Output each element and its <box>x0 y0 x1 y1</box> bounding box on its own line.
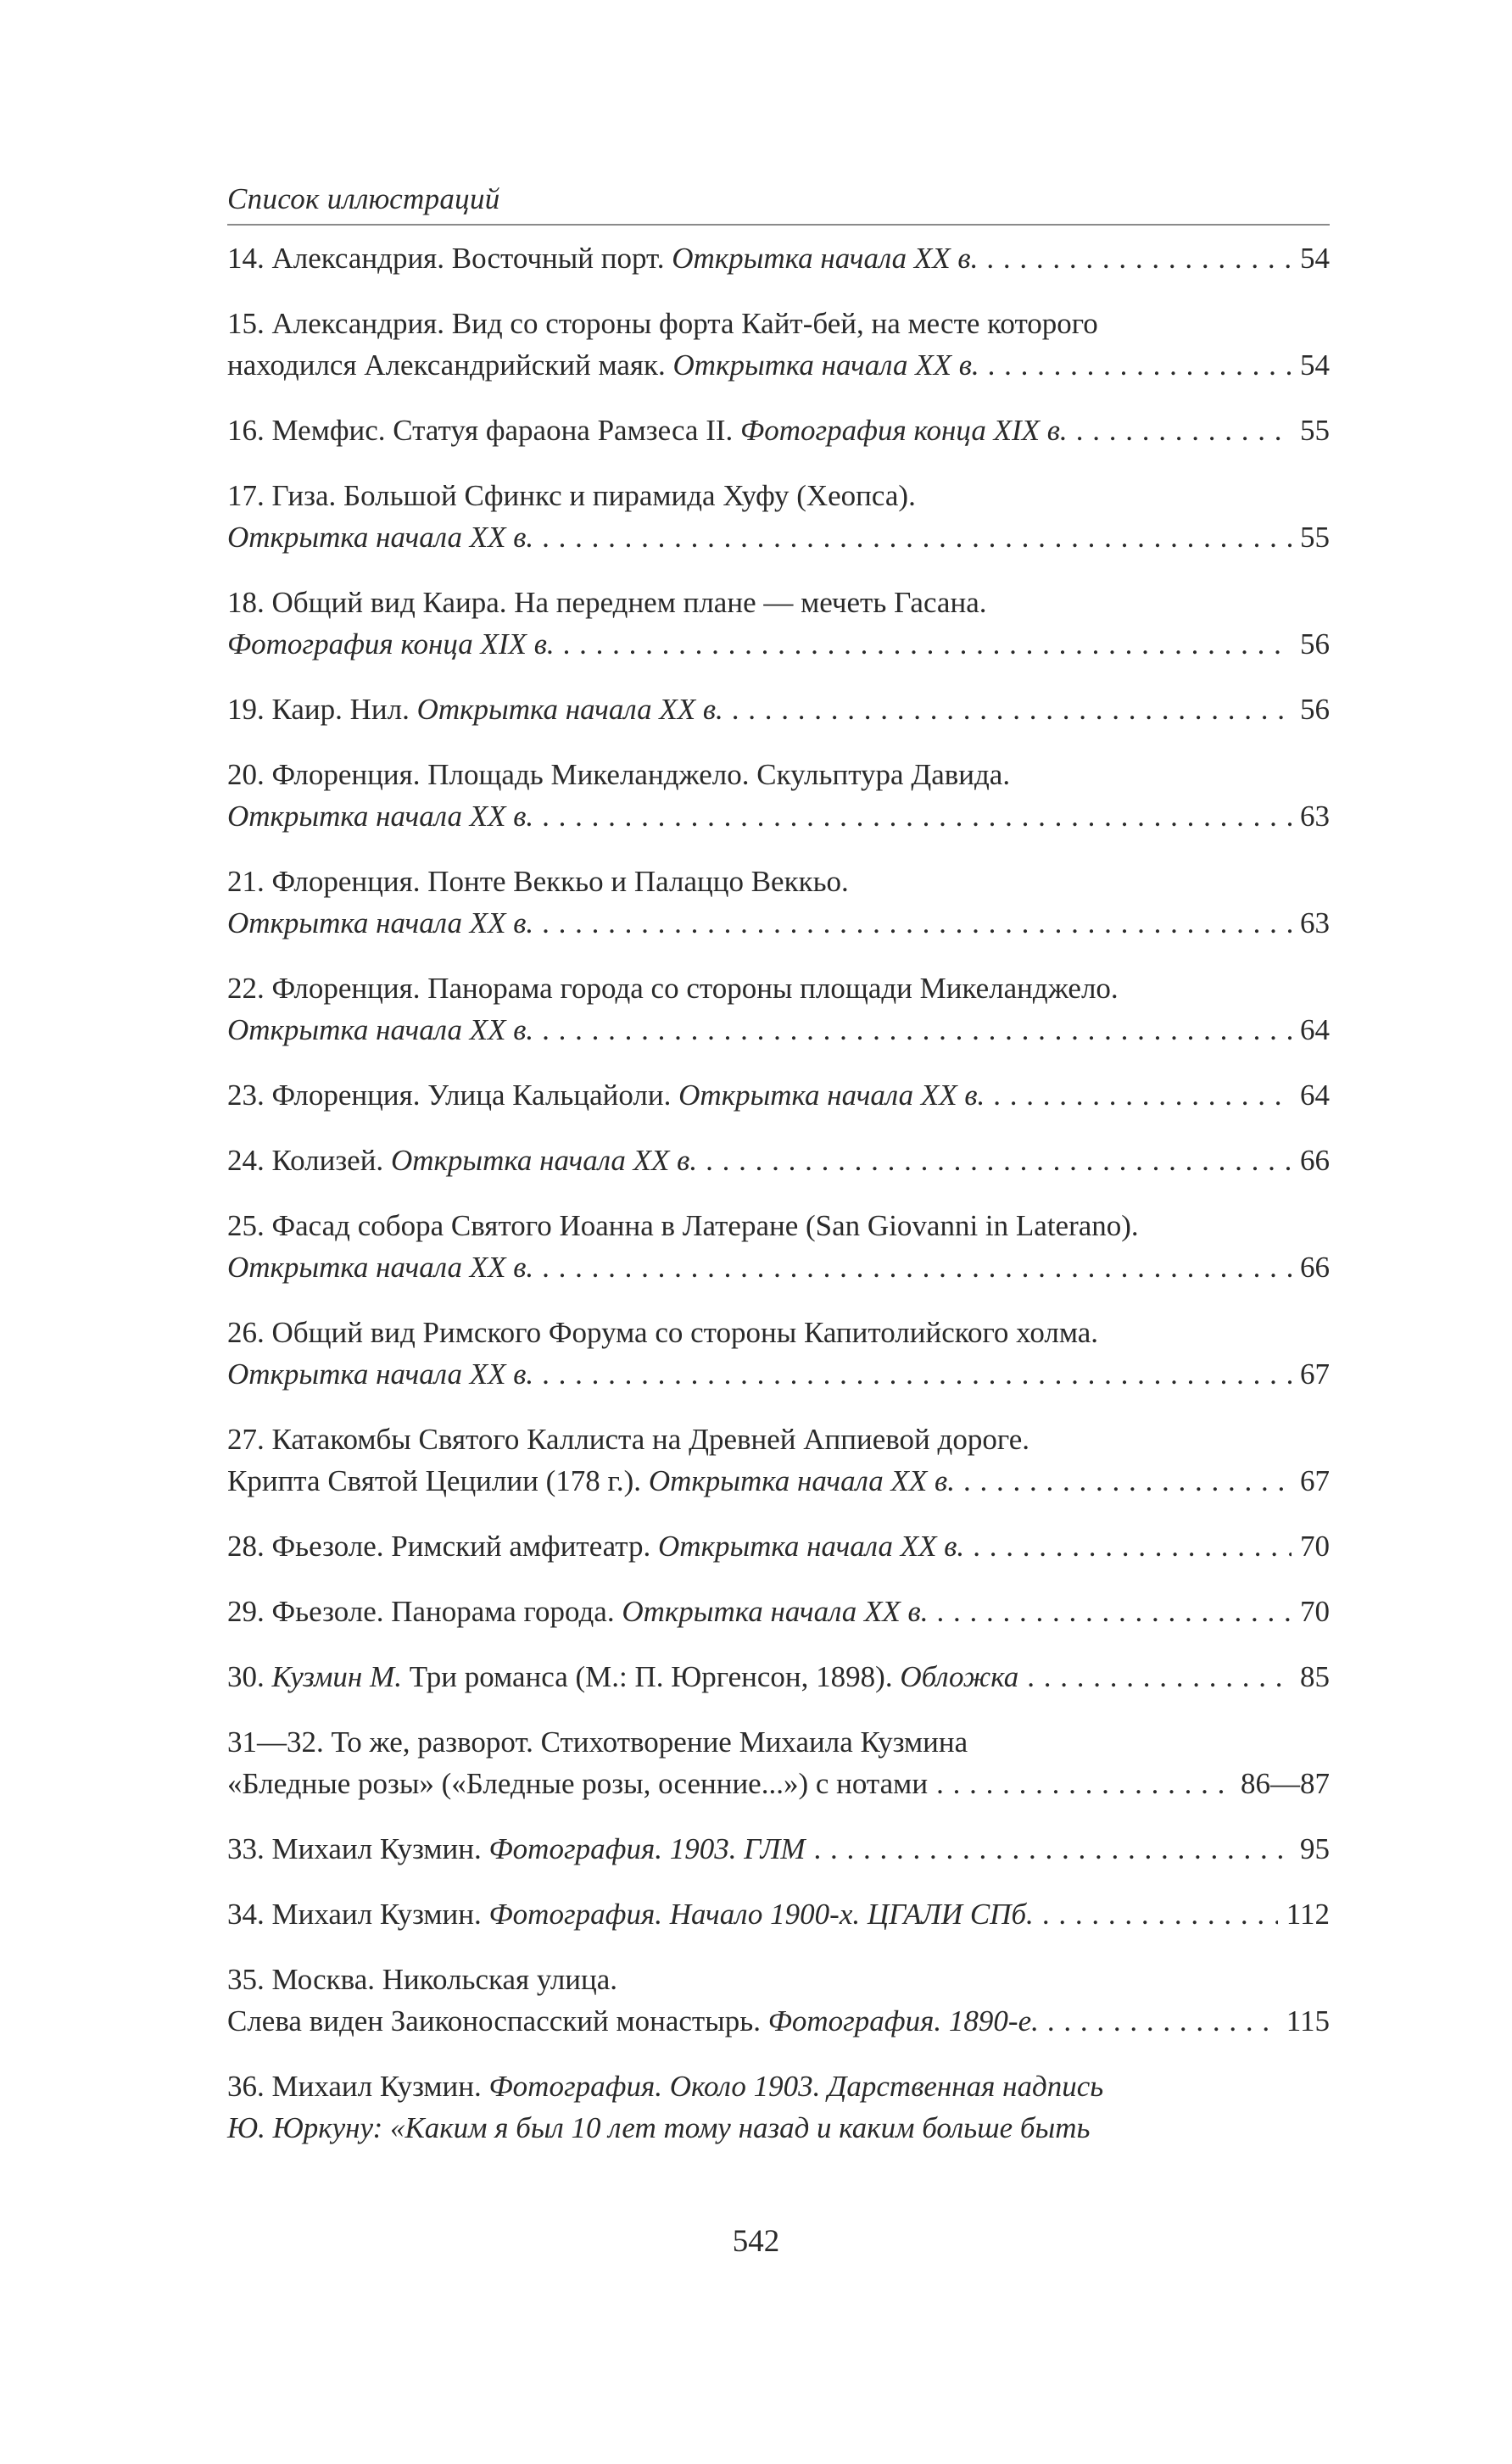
dot-leader <box>563 623 1292 665</box>
entry-line <box>227 623 1330 665</box>
entry-text <box>227 967 1119 1009</box>
page-ref: 63 <box>1300 906 1330 939</box>
dot-leader <box>993 1074 1292 1116</box>
dot-leader <box>732 688 1292 730</box>
list-item <box>227 1419 1330 1502</box>
dot-leader <box>542 1009 1292 1051</box>
entry-line <box>227 1763 1330 1804</box>
entry-line <box>227 1591 1330 1632</box>
entry-line <box>227 1460 1330 1502</box>
entry-text <box>227 861 849 902</box>
entry-text <box>227 1312 1098 1353</box>
italic-text: Открытка начала XX в. <box>622 1595 929 1628</box>
dot-leader <box>936 1763 1232 1804</box>
entry-text <box>227 1525 964 1567</box>
running-head: Список иллюстраций <box>227 180 1330 226</box>
list-item <box>227 1656 1330 1697</box>
entry-text <box>227 1353 533 1395</box>
dot-leader <box>1076 410 1292 451</box>
italic-text: Кузмин М. <box>271 1660 402 1693</box>
entry-text <box>227 902 533 944</box>
text-segment: 28. Фьезоле. Римский амфитеатр. <box>227 1530 659 1563</box>
entry-text <box>227 1656 1018 1697</box>
entry-text <box>227 1959 617 2000</box>
italic-text: Фотография. Начало 1900-х. ЦГАЛИ СПб. <box>488 1898 1034 1931</box>
entry-line <box>227 1205 1330 1246</box>
page-ref: 64 <box>1300 1013 1330 1046</box>
text-segment: 30. <box>227 1660 272 1693</box>
entry-text <box>227 2107 1090 2149</box>
italic-text: Фотография конца XIX в. <box>227 627 555 661</box>
page-ref: 64 <box>1300 1079 1330 1112</box>
entry-text <box>227 303 1098 344</box>
entry-line <box>227 2107 1330 2149</box>
entry-line <box>227 582 1330 623</box>
text-segment: 22. Флоренция. Панорама города со стороны площади Микеланджело. <box>227 972 1119 1005</box>
list-item <box>227 967 1330 1051</box>
entry-line <box>227 1721 1330 1763</box>
entry-line <box>227 1009 1330 1051</box>
list-item <box>227 754 1330 837</box>
entry-line <box>227 688 1330 730</box>
entry-line <box>227 1246 1330 1288</box>
entry-line <box>227 1525 1330 1567</box>
page-ref: 63 <box>1300 800 1330 833</box>
entry-text <box>227 2000 1039 2042</box>
dot-leader <box>1042 1893 1278 1935</box>
italic-text: Открытка начала XX в. <box>648 1464 955 1497</box>
text-segment: 18. Общий вид Каира. На переднем плане — мечеть Гасана. <box>227 586 987 619</box>
italic-text: Открытка начала XX в. <box>227 521 534 554</box>
list-item <box>227 237 1330 279</box>
page-ref: 67 <box>1300 1464 1330 1497</box>
list-item <box>227 1205 1330 1288</box>
entry-text <box>227 1460 955 1502</box>
entry-text <box>227 410 1068 451</box>
text-segment: 29. Фьезоле. Панорама города. <box>227 1595 622 1628</box>
text-segment: 25. Фасад собора Святого Иоанна в Латеране (San Giovanni in Laterano). <box>227 1209 1139 1242</box>
entry-line <box>227 1959 1330 2000</box>
text-segment: 17. Гиза. Большой Сфинкс и пирамида Хуфу (Хеопса). <box>227 479 916 512</box>
italic-text: Открытка начала XX в. <box>390 1144 698 1177</box>
entry-text <box>227 2065 1103 2107</box>
italic-text: Фотография конца XIX в. <box>740 414 1068 447</box>
page-ref: 54 <box>1300 348 1330 382</box>
list-item <box>227 1312 1330 1395</box>
entry-text <box>227 754 1010 795</box>
entry-line <box>227 410 1330 451</box>
list-item <box>227 1074 1330 1116</box>
page-ref: 95 <box>1300 1832 1330 1865</box>
dot-leader <box>542 1246 1292 1288</box>
list-item <box>227 1525 1330 1567</box>
italic-text: Ю. Юркуну: «Каким я был 10 лет тому назад и каким больше быть <box>227 2111 1091 2144</box>
entry-line <box>227 1074 1330 1116</box>
italic-text: Открытка начала XX в. <box>678 1079 985 1112</box>
list-item <box>227 1828 1330 1870</box>
italic-text: Фотография. Около 1903. Дарственная надпись <box>488 2070 1104 2103</box>
page-ref: 66 <box>1300 1144 1330 1177</box>
dot-leader <box>542 795 1292 837</box>
entry-text <box>227 1828 806 1870</box>
text-segment: Крипта Святой Цецилии (178 г.). <box>227 1464 649 1497</box>
page-content <box>227 180 1330 2172</box>
text-segment: 21. Флоренция. Понте Веккьо и Палаццо Веккьо. <box>227 865 849 898</box>
entry-line <box>227 1656 1330 1697</box>
dot-leader <box>1027 1656 1292 1697</box>
page-ref: 85 <box>1300 1660 1330 1693</box>
entry-text <box>227 1721 968 1763</box>
text-segment: 16. Мемфис. Статуя фараона Рамзеса II. <box>227 414 741 447</box>
entry-line <box>227 2065 1330 2107</box>
list-item <box>227 2065 1330 2149</box>
page-ref: 67 <box>1300 1357 1330 1391</box>
dot-leader <box>814 1828 1292 1870</box>
list-item <box>227 582 1330 665</box>
italic-text: Открытка начала XX в. <box>416 693 723 726</box>
page-ref: 70 <box>1300 1595 1330 1628</box>
entry-text <box>227 1009 533 1051</box>
italic-text: Открытка начала XX в. <box>227 1251 534 1284</box>
page-ref: 54 <box>1300 242 1330 275</box>
italic-text: Открытка начала XX в. <box>672 348 979 382</box>
page-number: 542 <box>732 2224 780 2259</box>
dot-leader <box>973 1525 1292 1567</box>
list-item <box>227 1591 1330 1632</box>
page-ref: 55 <box>1300 521 1330 554</box>
entry-line <box>227 516 1330 558</box>
text-segment: 27. Катакомбы Святого Каллиста на Древней Аппиевой дороге. <box>227 1423 1030 1456</box>
page-ref: 56 <box>1300 627 1330 661</box>
dot-leader <box>988 344 1292 386</box>
entry-text <box>227 1591 928 1632</box>
entry-line <box>227 1828 1330 1870</box>
entry-text <box>227 623 555 665</box>
page-ref: 55 <box>1300 414 1330 447</box>
entry-text <box>227 688 723 730</box>
text-segment: Три романса (М.: П. Юргенсон, 1898). <box>401 1660 901 1693</box>
dot-leader <box>963 1460 1292 1502</box>
entry-line <box>227 861 1330 902</box>
page-ref: 66 <box>1300 1251 1330 1284</box>
italic-text: Открытка начала XX в. <box>227 1013 534 1046</box>
list-item <box>227 861 1330 944</box>
italic-text: Открытка начала XX в. <box>227 906 534 939</box>
italic-text: Фотография. 1890-е. <box>767 2004 1039 2038</box>
dot-leader <box>542 1353 1292 1395</box>
entry-text <box>227 344 979 386</box>
text-segment: 33. Михаил Кузмин. <box>227 1832 489 1865</box>
entry-text <box>227 1763 928 1804</box>
entry-text <box>227 1246 533 1288</box>
list-item <box>227 1893 1330 1935</box>
entry-line <box>227 967 1330 1009</box>
entry-text <box>227 1419 1029 1460</box>
page-ref: 115 <box>1286 2004 1330 2038</box>
text-segment: 19. Каир. Нил. <box>227 693 417 726</box>
text-segment: 15. Александрия. Вид со стороны форта Кайт-бей, на месте которого <box>227 307 1098 340</box>
entry-line <box>227 754 1330 795</box>
entry-line <box>227 1893 1330 1935</box>
entry-line <box>227 1419 1330 1460</box>
text-segment: 31—32. То же, разворот. Стихотворение Михаила Кузмина <box>227 1725 968 1759</box>
entry-line <box>227 1140 1330 1181</box>
entry-text <box>227 237 978 279</box>
list-item <box>227 1721 1330 1804</box>
page-ref: 56 <box>1300 693 1330 726</box>
entry-text <box>227 1140 697 1181</box>
entry-text <box>227 1205 1139 1246</box>
entry-line <box>227 902 1330 944</box>
page-ref: 86—87 <box>1241 1767 1330 1800</box>
page-ref: 70 <box>1300 1530 1330 1563</box>
text-segment: 35. Москва. Никольская улица. <box>227 1963 618 1996</box>
italic-text: Фотография. 1903. ГЛМ <box>488 1832 806 1865</box>
illustration-list <box>227 237 1330 2149</box>
entry-text <box>227 795 533 837</box>
italic-text: Открытка начала XX в. <box>227 1357 534 1391</box>
text-segment: 24. Колизей. <box>227 1144 391 1177</box>
entry-text <box>227 1893 1034 1935</box>
dot-leader <box>542 902 1292 944</box>
text-segment: 26. Общий вид Римского Форума со стороны Капитолийского холма. <box>227 1316 1099 1349</box>
entry-line <box>227 1312 1330 1353</box>
text-segment: 20. Флоренция. Площадь Микеланджело. Скульптура Давида. <box>227 758 1011 791</box>
italic-text: Открытка начала XX в. <box>658 1530 965 1563</box>
entry-line <box>227 303 1330 344</box>
text-segment: находился Александрийский маяк. <box>227 348 673 382</box>
page-ref: 112 <box>1286 1898 1330 1931</box>
entry-line <box>227 2000 1330 2042</box>
dot-leader <box>706 1140 1292 1181</box>
list-item <box>227 303 1330 386</box>
dot-leader <box>1047 2000 1278 2042</box>
list-item <box>227 410 1330 451</box>
italic-text: Открытка начала XX в. <box>672 242 979 275</box>
text-segment: 23. Флоренция. Улица Кальцайоли. <box>227 1079 679 1112</box>
entry-text <box>227 475 916 516</box>
dot-leader <box>542 516 1292 558</box>
text-segment: «Бледные розы» («Бледные розы, осенние...») с нотами <box>227 1767 929 1800</box>
entry-line <box>227 475 1330 516</box>
entry-line <box>227 237 1330 279</box>
entry-text <box>227 582 986 623</box>
list-item <box>227 1140 1330 1181</box>
entry-line <box>227 344 1330 386</box>
list-item <box>227 688 1330 730</box>
italic-text: Открытка начала XX в. <box>227 800 534 833</box>
list-item <box>227 1959 1330 2042</box>
entry-text <box>227 1074 985 1116</box>
dot-leader <box>936 1591 1292 1632</box>
italic-text: Обложка <box>900 1660 1019 1693</box>
text-segment: 36. Михаил Кузмин. <box>227 2070 489 2103</box>
entry-line <box>227 795 1330 837</box>
entry-line <box>227 1353 1330 1395</box>
dot-leader <box>986 237 1292 279</box>
text-segment: 14. Александрия. Восточный порт. <box>227 242 672 275</box>
text-segment: 34. Михаил Кузмин. <box>227 1898 489 1931</box>
list-item <box>227 475 1330 558</box>
text-segment: Слева виден Заиконоспасский монастырь. <box>227 2004 768 2038</box>
entry-text <box>227 516 533 558</box>
